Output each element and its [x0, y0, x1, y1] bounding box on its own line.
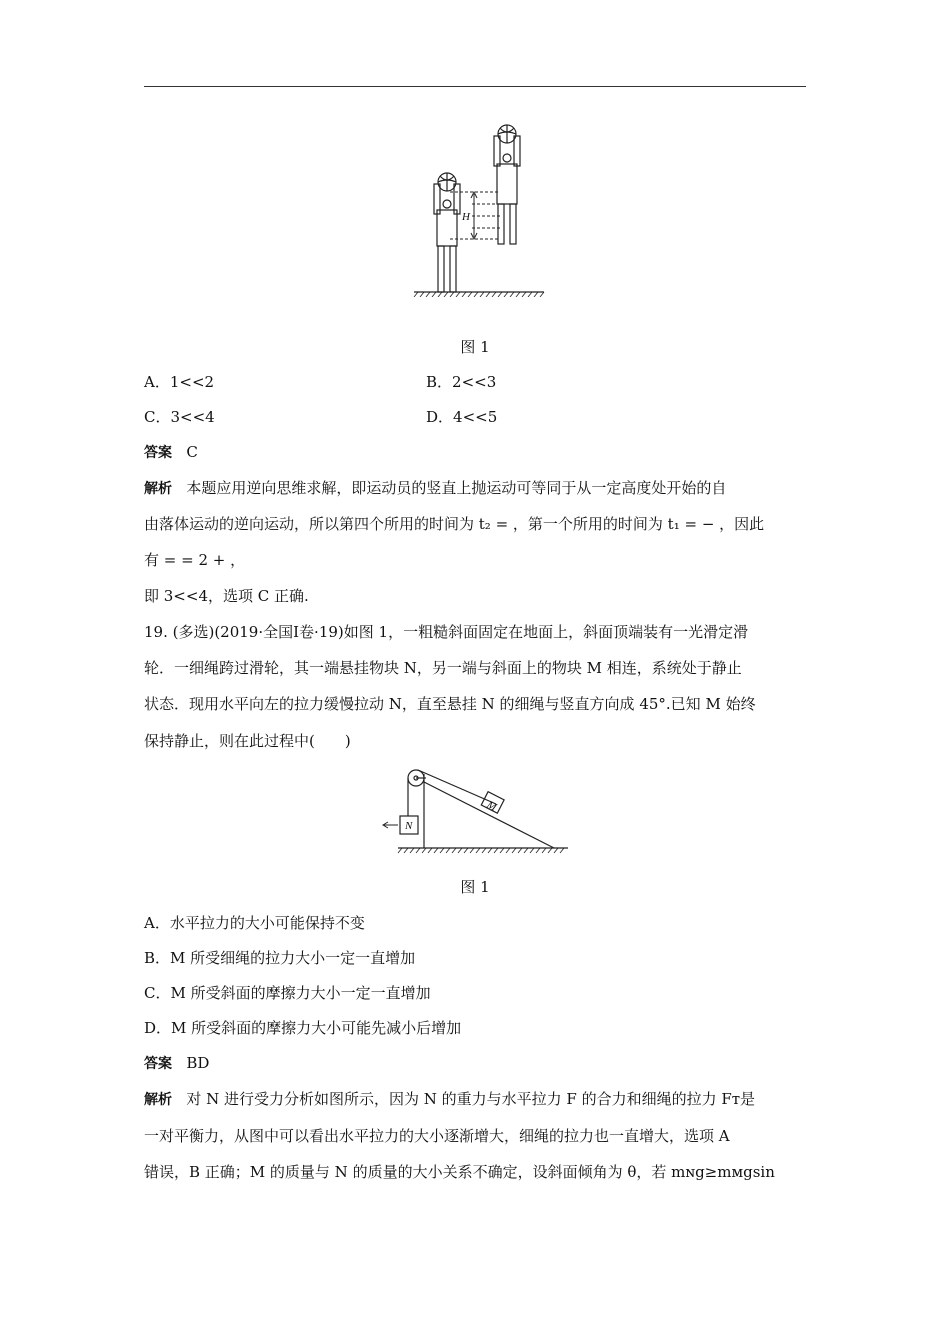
q19-stem-line-3: 状态．现用水平向左的拉力缓慢拉动 N，直至悬挂 N 的细绳与竖直方向成 45°.已知 M 始终	[144, 695, 756, 713]
q19-option-a: A．水平拉力的大小可能保持不变	[144, 914, 365, 932]
header-rule	[144, 86, 806, 87]
q19-option-d: D．M 所受斜面的摩擦力大小可能先减小后增加	[144, 1019, 462, 1037]
analysis-text: 对 N 进行受力分析如图所示，因为 N 的重力与水平拉力 F 的合力和细绳的拉力 Fᴛ是	[186, 1090, 756, 1108]
block-m-label: M	[484, 798, 499, 814]
q19-option-c: C．M 所受斜面的摩擦力大小一定一直增加	[144, 984, 431, 1002]
basketball-jump-figure	[410, 122, 550, 297]
q19-stem-line-1: 19. (多选)(2019·全国Ⅰ卷·19)如图 1，一粗糙斜面固定在地面上，斜面顶端装有一光滑定滑	[144, 623, 749, 641]
answer-label: 答案	[144, 445, 172, 461]
height-label: H	[462, 211, 470, 223]
q19-answer-row	[144, 1053, 806, 1074]
answer-value: C	[186, 443, 198, 461]
q18-analysis-line-2: 由落体运动的逆向运动，所以第四个所用的时间为 t₂ = ，第一个所用的时间为 t₁ = − ，因此	[144, 515, 765, 533]
analysis-text: 本题应用逆向思维求解，即运动员的竖直上抛运动可等同于从一定高度处开始的自	[186, 479, 727, 497]
q19-analysis-line-3: 错误，B 正确；M 的质量与 N 的质量的大小关系不确定，设斜面倾角为 θ，若 mɴg≥mᴍgsin	[144, 1163, 775, 1181]
q19-analysis-line-2: 一对平衡力，从图中可以看出水平拉力的大小逐渐增大，细绳的拉力也一直增大，选项 A	[144, 1127, 730, 1145]
q19-stem-line-2: 轮．一细绳跨过滑轮，其一端悬挂物块 N，另一端与斜面上的物块 M 相连，系统处于静止	[144, 659, 742, 677]
q19-analysis-line-1	[144, 1089, 806, 1110]
analysis-label: 解析	[144, 1092, 172, 1108]
q19-option-b: B．M 所受细绳的拉力大小一定一直增加	[144, 949, 416, 967]
q18-option-a: A．1<<2	[144, 373, 215, 391]
q18-analysis-line-1	[144, 478, 806, 499]
answer-label: 答案	[144, 1056, 172, 1072]
q18-option-d: D．4<<5	[426, 408, 498, 426]
answer-value: BD	[186, 1054, 210, 1072]
analysis-label: 解析	[144, 481, 172, 497]
q18-analysis-line-3: 有 = = 2 + ，	[144, 551, 246, 569]
q18-answer-row	[144, 442, 806, 463]
q19-stem-line-4: 保持静止，则在此过程中( )	[144, 732, 351, 750]
figure1-caption: 图 1	[460, 338, 490, 356]
incline-pulley-figure	[378, 764, 578, 856]
q18-analysis-line-4: 即 3<<4，选项 C 正确.	[144, 587, 309, 605]
block-n-label: N	[405, 820, 413, 832]
q18-option-b: B．2<<3	[426, 373, 497, 391]
q18-option-c: C．3<<4	[144, 408, 215, 426]
q19-figure-caption: 图 1	[460, 878, 490, 896]
